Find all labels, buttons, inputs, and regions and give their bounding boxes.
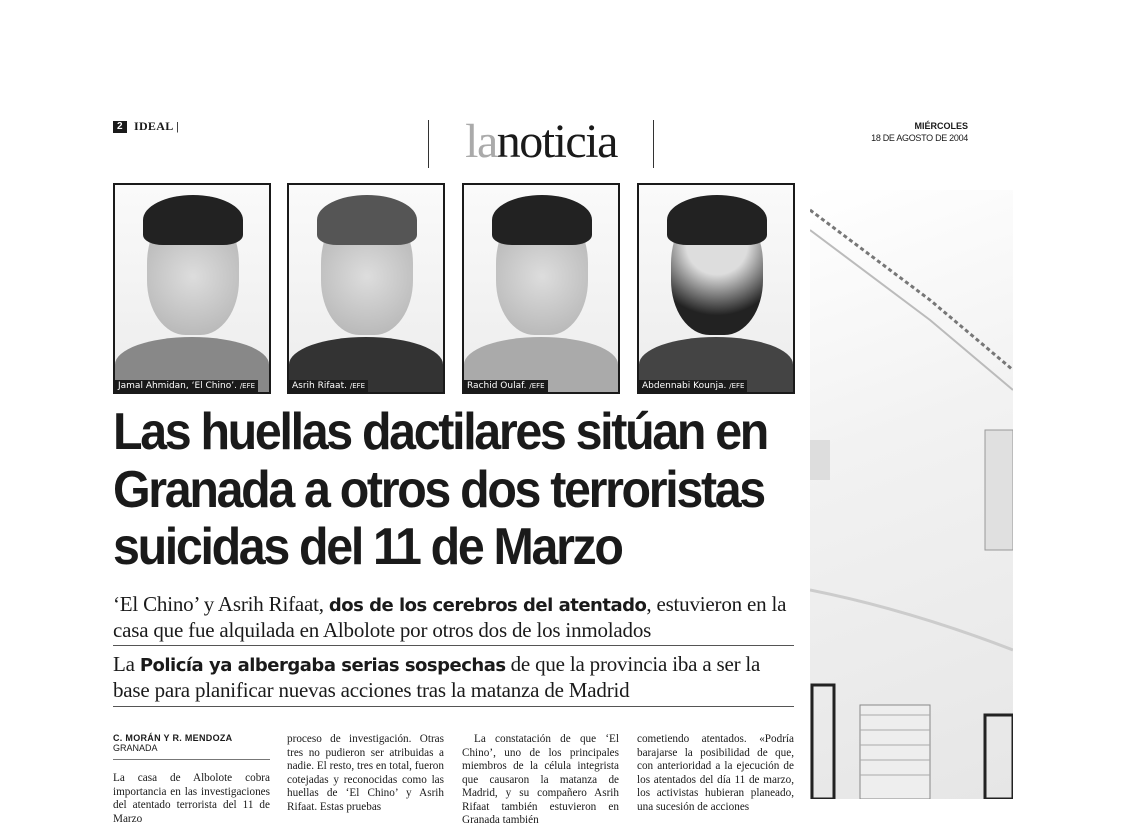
subheadline-2: La Policía ya albergaba serias sospechas de que la provincia iba a ser la base para planificar nuevas acciones tras la matanza de Madrid xyxy=(113,652,761,702)
publication-label: IDEAL xyxy=(134,119,173,133)
divider xyxy=(113,645,794,646)
column-text: proceso de investigación. Otras tres no pudieron ser atribuidas a nadie. El resto, tres en total, fueron cotejadas y reconocidas como las huellas de ‘El Chino’ y Asrih Rifaat. Estas pruebas xyxy=(287,733,444,813)
masthead-light: la xyxy=(465,115,497,168)
byline: C. MORÁN Y R. MENDOZA xyxy=(113,733,233,743)
page-number: 2 xyxy=(113,121,127,133)
house-illustration xyxy=(810,190,1013,799)
photo-caption: Jamal Ahmidan, ‘El Chino’. /EFE xyxy=(115,380,258,392)
subheadline-1: ‘El Chino’ y Asrih Rifaat, dos de los cerebros del atentado, estuvieron en la casa que fue alquilada en Albolote por otros dos de los inmolados xyxy=(113,592,787,642)
article-column xyxy=(287,733,444,814)
article-column xyxy=(462,733,619,828)
column-text: La constatación de que ‘El Chino’, uno de los principales miembros de la célula integrista que causaron la matanza de Madrid, y su compañero Asrih Rifaat también estuvieron en Granada también xyxy=(462,733,619,826)
issue-date: 18 DE AGOSTO DE 2004 xyxy=(871,133,968,143)
portrait-photo xyxy=(113,183,271,394)
divider xyxy=(113,706,794,707)
article-column xyxy=(637,733,794,814)
headline xyxy=(113,403,767,577)
dateline: GRANADA xyxy=(113,743,270,760)
column-text: La casa de Albolote cobra importancia en las investigaciones del atentado terrorista del 11 de Marzo xyxy=(113,772,270,825)
column-text: cometiendo atentados. «Podría barajarse la posibilidad de que, con anterioridad a la ejecución de los atentados del día 11 de marzo, los activistas hubieran planeado, una sucesión de acciones xyxy=(637,733,794,813)
portrait-photo xyxy=(462,183,620,394)
headline-line: suicidas del 11 de Marzo xyxy=(113,518,622,576)
house-photo xyxy=(810,190,1013,799)
section-masthead xyxy=(428,115,654,168)
portrait-photo xyxy=(287,183,445,394)
photo-caption: Abdennabi Kounja. /EFE xyxy=(639,380,747,392)
headline-line: Granada a otros dos terroristas xyxy=(113,460,764,519)
issue-day: MIÉRCOLES xyxy=(914,121,968,131)
headline-line: Las huellas dactilares sitúan en xyxy=(113,403,767,461)
masthead-bold: noticia xyxy=(496,115,617,168)
photo-caption: Rachid Oulaf. /EFE xyxy=(464,380,548,392)
portrait-photo xyxy=(637,183,795,394)
photo-caption: Asrih Rifaat. /EFE xyxy=(289,380,368,392)
publication-name: IDEAL | xyxy=(134,119,180,133)
article-column xyxy=(113,733,270,826)
